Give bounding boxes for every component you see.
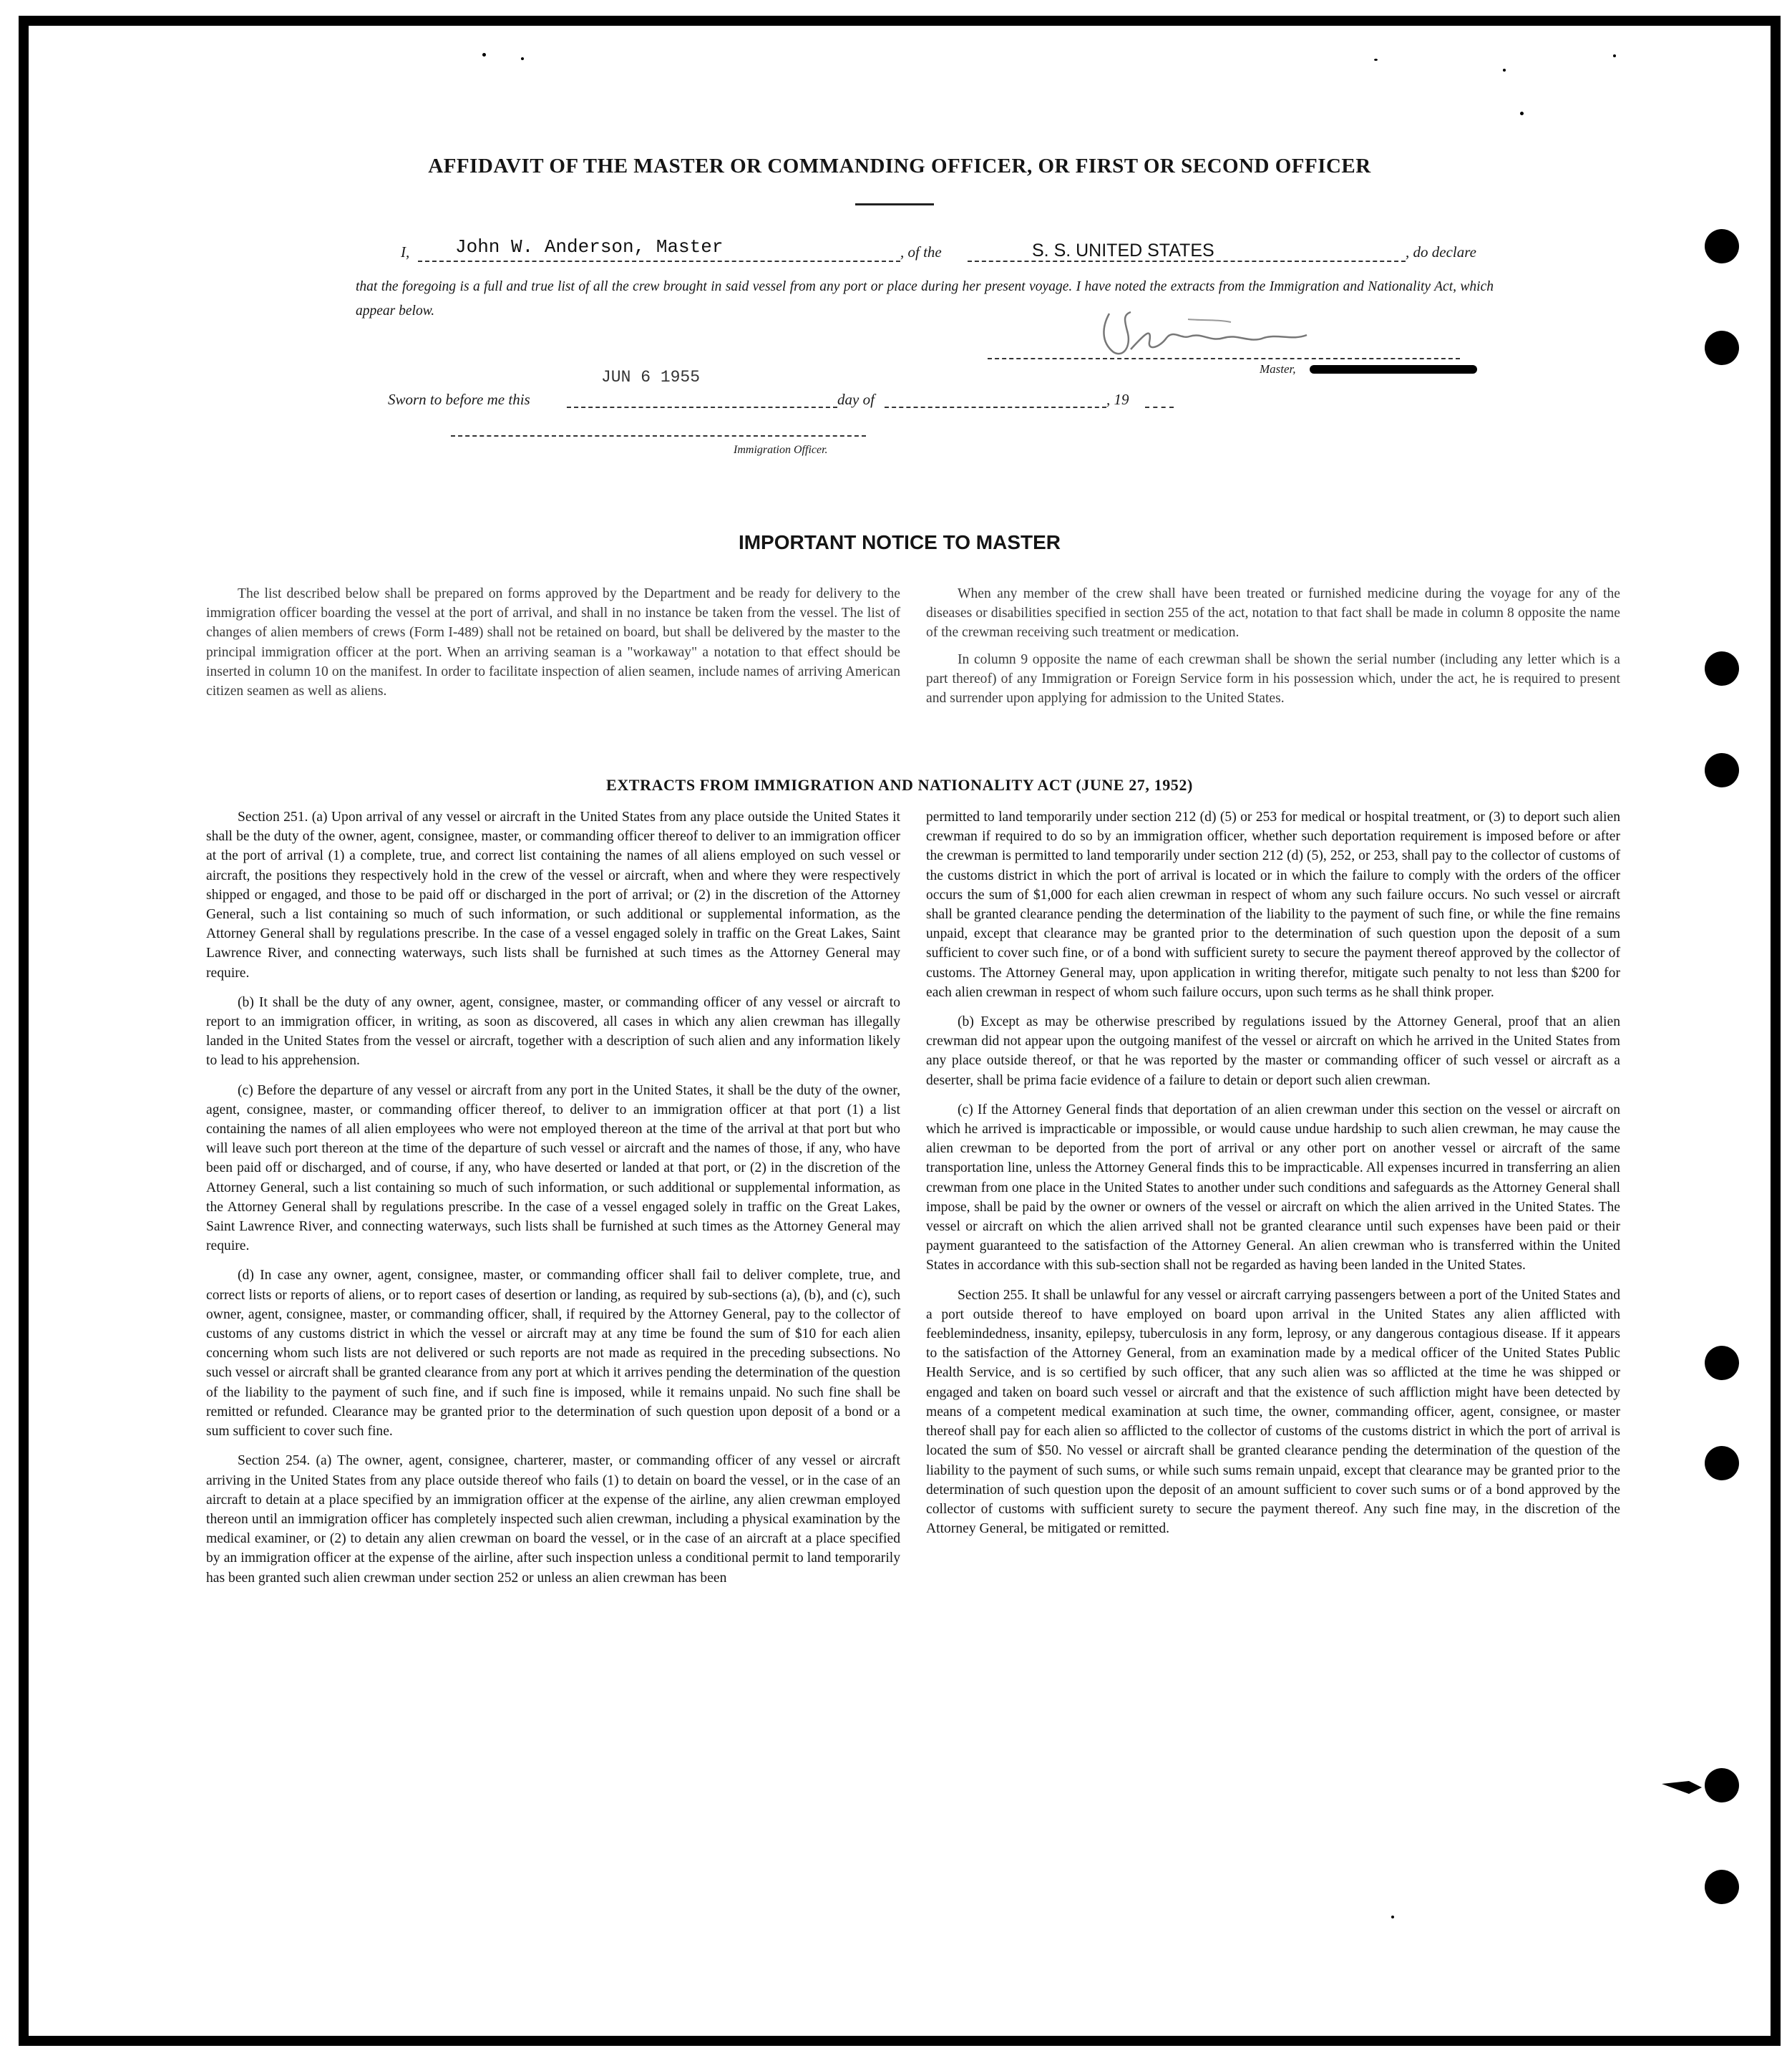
- redaction-bar: [1310, 365, 1477, 374]
- day-of-label: day of: [837, 391, 875, 408]
- punch-hole-icon: [1705, 753, 1739, 787]
- officer-label: Immigration Officer.: [734, 444, 828, 456]
- day-underline: [567, 407, 837, 408]
- section-251-a: Section 251. (a) Upon arrival of any vessel or aircraft in the United States from any place outside the United States it shall be the duty of the owner, agent, consignee, master, or commanding officer thereof to deliver to an immigration officer at the port of arrival (1) a complete, true, and correct list containing the names of all aliens employed on such vessel or aircraft, the positions they respectively hold in the crew of the vessel or aircraft, when and where they were respectively shipped or engaged, and those to be paid off or discharged in the port of arrival; or (2) in the discretion of the Attorney General, such a list containing so much of such information, or such additional or supplemental information, as the Attorney General shall by regulations prescribe. In the case of a vessel engaged solely in traffic on the Great Lakes, Saint Lawrence River, and connecting waterways, such lists shall be furnished at such times as the Attorney General may require.: [206, 810, 900, 981]
- title-rule: [855, 203, 934, 205]
- name-underline: [418, 261, 900, 262]
- notice-paragraph: In column 9 opposite the name of each crewman shall be shown the serial number (including any letter which is a part thereof) of any Immigration or Foreign Service form in his possession which, under the act, he is required to present and surrender upon applying for admission to the United States.: [926, 651, 1620, 707]
- vessel-field-value: S. S. UNITED STATES: [1032, 241, 1214, 261]
- speck: [1391, 1916, 1394, 1918]
- year-label: , 19: [1106, 391, 1129, 408]
- section-251-b: (b) It shall be the duty of any owner, agent, consignee, master, or commanding officer of any vessel or aircraft to report to an immigration officer, in writing, as soon as discovered, all cases in which any alien crewman has illegally landed in the United States from the vessel or aircraft, together with a description of such alien and any information likely to lead to his apprehension.: [206, 994, 900, 1069]
- officer-underline: [451, 435, 866, 437]
- punch-hole-icon: [1705, 1870, 1739, 1904]
- speck: [1503, 69, 1506, 72]
- punch-hole-icon: [1705, 1446, 1739, 1480]
- section-254-b: (b) Except as may be otherwise prescribed by regulations issued by the Attorney General, proof that an alien crewman did not appear upon the outgoing manifest of the vessel or aircraft on which he arrived in the United States from any place outside thereof, or that he was reported by the master or commanding officer of such vessel or aircraft as a deserter, shall be prima facie evidence of a failure to detain or deport such alien crewman.: [926, 1014, 1620, 1088]
- section-251-c: (c) Before the departure of any vessel or aircraft from any port in the United States, it shall be the duty of the owner, agent, consignee, master, or commanding officer thereof, to deliver to an immigration officer at that port (1) a list containing the names of all alien employees who were not employed thereon at the time of the arrival at that port but who will leave such port thereon at the time of the departure of such vessel or aircraft and the names of those, if any, who have been paid off or discharged, and of course, if any, who have deserted or landed at that port, or (2) in the discretion of the Attorney General, such a list containing so much of such information, or such additional or supplemental information, as the Attorney General shall by regulations prescribe. In the case of a vessel engaged solely in traffic on the Great Lakes, Saint Lawrence River, and connecting waterways, such lists shall be furnished at such times as the Attorney General may require.: [206, 1082, 900, 1254]
- punch-hole-icon: [1705, 331, 1739, 365]
- master-label: Master,: [1260, 362, 1296, 376]
- speck: [1374, 59, 1378, 61]
- do-declare-label: , do declare: [1406, 243, 1476, 261]
- date-stamp: JUN 6 1955: [601, 368, 701, 387]
- notice-right-column: [926, 584, 1620, 718]
- declaration-line: [371, 236, 1496, 268]
- speck: [521, 57, 524, 60]
- affidavit-statement: that the foregoing is a full and true list of all the crew brought in said vessel from any port or place during her present voyage. I have noted the extracts from the Immigration and Nationality Act, which appear below.: [356, 279, 1494, 319]
- master-signature-icon: [1081, 305, 1381, 362]
- name-field-value: John W. Anderson, Master: [455, 236, 724, 258]
- speck: [1613, 54, 1616, 57]
- punch-hole-icon: [1705, 1346, 1739, 1380]
- year-underline: [1145, 407, 1174, 408]
- speck: [482, 53, 486, 57]
- notice-paragraph: When any member of the crew shall have been treated or furnished medicine during the voyage for any of the diseases or disabilities specified in section 255 of the act, notation to that fact shall be made in column 8 opposite the name of the crewman receiving such treatment or medication.: [926, 586, 1620, 641]
- punch-hole-icon: [1705, 1768, 1739, 1802]
- affidavit-page: [29, 26, 1771, 2036]
- section-254-a-cont: permitted to land temporarily under section 212 (d) (5) or 253 for medical or hospital treatment, or (3) to deport such alien crewman if required to do so by an immigration officer, whether such deportation requirement is imposed before or after the crewman is permitted to land temporarily under section 212 (d) (5), 252, or 253, shall pay to the collector of customs of the customs district in which the port of arrival is located or in which the failure to comply with the orders of the officer occurs the sum of $1,000 for each alien crewman in respect of whom any such failure occurs. No such vessel or aircraft shall be granted clearance pending the determination of the liability to the payment of such fine, or while the fine remains unpaid, except that clearance may be granted prior to the determination of such question upon the deposit of a sum sufficient to cover such fine, or of a bond with sufficient surety to secure the payment thereof approved by the collector of customs. The Attorney General may, upon application in writing therefor, mitigate such penalty to not less than $200 for each alien crewman in respect of whom such failure occurs, upon such terms as he shall think proper.: [926, 810, 1620, 1000]
- speck: [1520, 112, 1524, 115]
- section-255: Section 255. It shall be unlawful for any vessel or aircraft carrying passengers between a port of the United States and a port outside thereof to have employed on board upon arrival in the United States any alien afflicted with feeblemindedness, insanity, epilepsy, tuberculosis in any form, leprosy, or any dangerous contagious disease. If it appears to the satisfaction of the Attorney General, from an examination made by a medical officer of the United States Public Health Service, and is so certified by such officer, that any such alien was so afflicted at the time he was shipped or engaged and taken on board such vessel or aircraft and that the existence of such affliction might have been detected by means of a competent medical examination at such time, the owner, commanding officer, agent, consignee, or master thereof shall pay for each alien so afflicted to the collector of customs of the customs district in which the port of arrival is located the sum of $50. No vessel or aircraft shall be granted clearance pending the determination of the question of the liability to the payment of such sums, or while such sums remain unpaid, except that clearance may be granted prior to the determination of such question upon the deposit of an amount sufficient to cover such sums or of a bond approved by the collector of customs with sufficient surety to secure the payment thereof. Any such fine may, in the discretion of the Attorney General, be mitigated or remitted.: [926, 1287, 1620, 1537]
- of-the-label: , of the: [900, 243, 942, 261]
- document-frame: [19, 16, 1781, 2046]
- notice-paragraph: The list described below shall be prepared on forms approved by the Department and be ready for delivery to the immigration officer boarding the vessel at the port of arrival, and shall in no instance be taken from the vessel. The list of changes of alien members of crews (Form I-489) shall not be retained on board, but shall be delivered by the master to the principal immigration officer at the port. When an arriving seaman is a "workaway" a notation to that effect should be inserted in column 10 on the manifest. In order to facilitate inspection of alien seamen, include names of arriving American citizen seamen as well as aliens.: [206, 586, 900, 699]
- i-label: I,: [401, 243, 410, 261]
- affidavit-title: AFFIDAVIT OF THE MASTER OR COMMANDING OFFICER, OR FIRST OR SECOND OFFICER: [428, 155, 1371, 178]
- section-251-d: (d) In case any owner, agent, consignee, master, or commanding officer shall fail to deliver complete, true, and correct lists or reports of aliens, or to report cases of desertion or landing, as required by sub-sections (a), (b), and (c), such owner, agent, consignee, master, or commanding officer, shall, if required by the Attorney General, pay to the collector of customs of any customs district in which the vessel or aircraft may at any time be found the sum of $10 for each alien concerning whom such lists are not delivered or such reports are not made as required in the preceding subsections. No such vessel or aircraft shall be granted clearance from any port at which it arrives pending the determination of the question of the liability to the payment of such fine, and if such fine is imposed, while it remains unpaid. No such fine shall be remitted or refunded. Clearance may be granted prior to the determination of such question upon deposit of a bond or a sum sufficient to cover such fine.: [206, 1268, 900, 1440]
- notice-title: IMPORTANT NOTICE TO MASTER: [738, 531, 1061, 553]
- notice-left-column: [206, 584, 900, 711]
- extracts-title: EXTRACTS FROM IMMIGRATION AND NATIONALITY ACT (JUNE 27, 1952): [606, 776, 1193, 794]
- extracts-left-column: [206, 807, 900, 1598]
- extracts-right-column: [926, 807, 1620, 1548]
- punch-hole-icon: [1705, 651, 1739, 686]
- section-254-c: (c) If the Attorney General finds that deportation of an alien crewman under this section on the vessel or aircraft on which he arrived is impracticable or impossible, or would cause undue hardship to such alien crewman, he may cause the alien crewman to be deported from the port of arrival or any other port on another vessel or aircraft of the same transportation line, unless the Attorney General finds this to be impracticable. All expenses incurred in transferring an alien crewman from one place in the United States to another under such conditions and safeguards as the Attorney General shall impose, shall be paid by the owner or owners of the vessel or aircraft on which the alien arrived in the United States. The vessel or aircraft on which the alien arrived shall not be granted clearance until such expenses have been paid or their payment guaranteed to the satisfaction of the Attorney General. An alien crewman who is transferred within the United States in accordance with this sub-section shall not be regarded as having been landed in the United States.: [926, 1102, 1620, 1273]
- sworn-label: Sworn to before me this: [388, 391, 530, 408]
- signature-underline: [988, 358, 1460, 359]
- month-underline: [885, 407, 1106, 408]
- arrow-mark-icon: [1660, 1777, 1703, 1798]
- punch-hole-icon: [1705, 229, 1739, 263]
- section-254-a: Section 254. (a) The owner, agent, consignee, charterer, master, or commanding officer of any vessel or aircraft arriving in the United States from any place outside thereof who fails (1) to detain on board the vessel, or in the case of an aircraft to detain at a place specified by an immigration officer at the expense of the airline, any alien crewman employed thereon until an immigration officer has completely inspected such alien crewman, including a physical examination by the medical examiner, or (2) to detain any alien crewman on board the vessel, or in the case of an aircraft at a place specified by an immigration officer at the expense of the airline, after such inspection unless a conditional permit to land temporarily has been granted such alien crewman under section 252 or unless an alien crewman has been: [206, 1453, 900, 1586]
